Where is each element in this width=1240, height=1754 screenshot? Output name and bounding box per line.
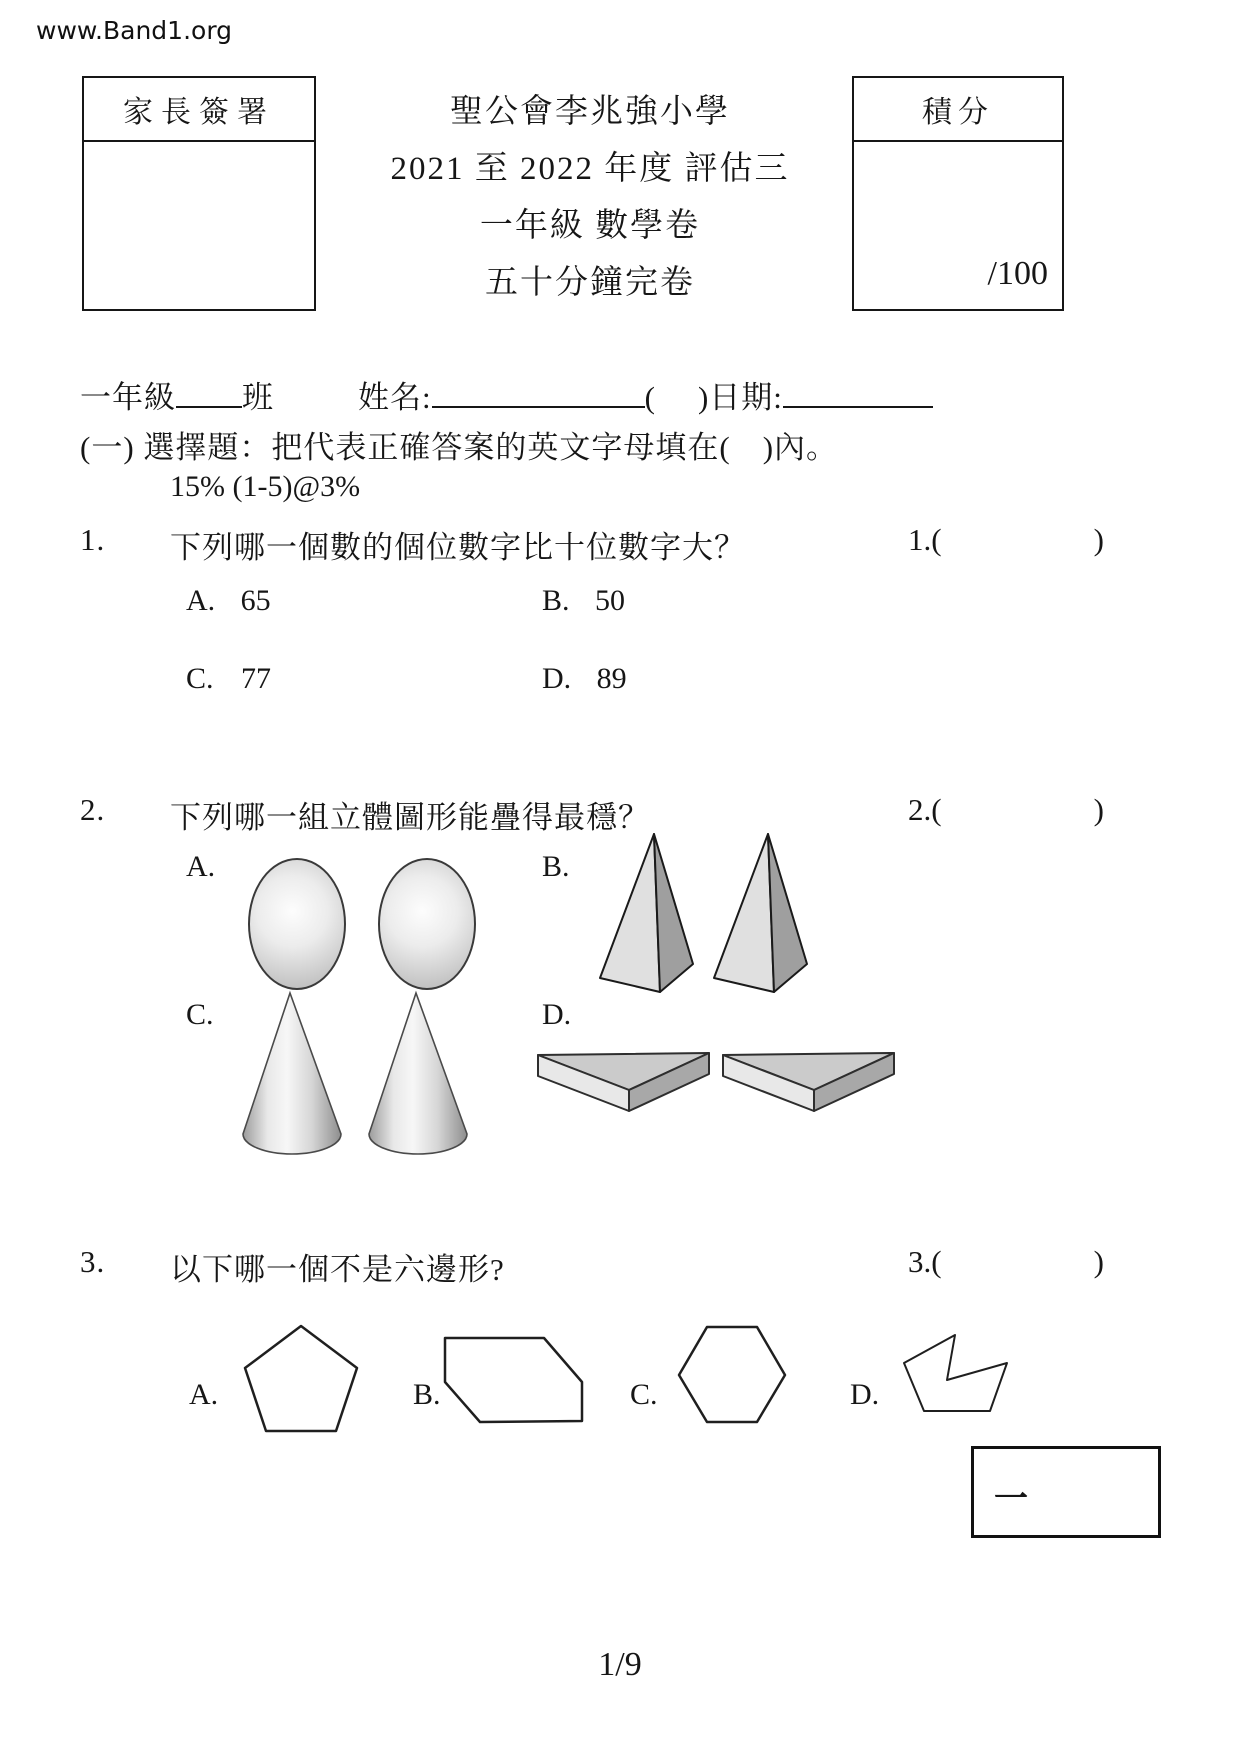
q1-text: 下列哪一個數的個位數字比十位數字大？ (170, 530, 746, 565)
score-label: 積分 (922, 96, 994, 129)
q1-answer-bracket[interactable] (908, 522, 1104, 558)
q3-option-b-label: B. (413, 1378, 441, 1411)
cone-figure-1 (240, 990, 344, 1160)
score-total: /100 (987, 255, 1048, 292)
regular-hexagon-figure (676, 1324, 788, 1425)
q1-number: 1. (80, 522, 106, 557)
student-number-bracket-close: ) (697, 380, 710, 415)
pyramid-figure-2 (708, 830, 814, 996)
parent-signature-label: 家長簽署 (123, 96, 275, 129)
parent-signature-box-header (84, 78, 314, 142)
student-number-bracket-open: ( (644, 380, 656, 415)
sphere-figure-1 (248, 858, 346, 990)
name-label: 姓名: (358, 380, 432, 415)
triangular-prism-figure-1 (533, 1048, 715, 1122)
section-marker-box (971, 1446, 1161, 1538)
q3-number: 3. (80, 1244, 106, 1279)
q1-option-b-value: 50 (595, 584, 626, 617)
q3-text: 以下哪一個不是六邊形? (170, 1252, 505, 1287)
q1-option-c (186, 662, 271, 696)
q1-option-a (186, 584, 271, 618)
site-watermark: www.Band1.org (36, 16, 233, 45)
q2-option-a-label: A. (186, 850, 216, 883)
section-marks: 15% (1-5)@3% (170, 470, 361, 503)
date-blank[interactable] (783, 376, 933, 408)
concave-hexagon-figure (897, 1330, 1012, 1418)
q3-answer-close: ) (1093, 1244, 1104, 1279)
q3-option-c-label: C. (630, 1378, 658, 1411)
parent-signature-box (82, 76, 316, 311)
pyramid-figure-1 (594, 830, 700, 996)
score-box (852, 76, 1064, 311)
parent-signature-area[interactable] (84, 142, 314, 373)
q1-option-c-value: 77 (241, 662, 272, 695)
section-instruction: (一) 選擇題：把代表正確答案的英文字母填在( )內。 (80, 430, 839, 465)
score-area[interactable] (854, 142, 1062, 307)
section-marker-label: 一 (994, 1481, 1028, 1518)
grade-label: 一年級 (80, 380, 176, 415)
q1-answer-close: ) (1093, 522, 1104, 557)
page-number: 1/9 (598, 1646, 642, 1683)
q2-option-b-label: B. (542, 850, 570, 883)
q2-answer-open: 2.( (908, 792, 942, 827)
triangular-prism-figure-2 (718, 1048, 900, 1122)
sphere-figure-2 (378, 858, 476, 990)
class-label: 班 (242, 380, 274, 415)
q2-number: 2. (80, 792, 106, 827)
pentagon-figure (240, 1322, 362, 1435)
q1-option-d (542, 662, 627, 696)
date-label: 日期: (709, 380, 783, 415)
exam-title-block (300, 84, 880, 312)
q1-option-a-label: A. (186, 584, 216, 617)
score-box-header (854, 78, 1062, 142)
q3-option-a-label: A. (189, 1378, 219, 1411)
q1-option-d-value: 89 (596, 662, 627, 695)
q1-option-c-label: C. (186, 662, 214, 695)
q2-answer-bracket[interactable] (908, 792, 1104, 828)
q1-option-b (542, 584, 625, 618)
q2-option-d-label: D. (542, 998, 572, 1031)
cone-figure-2 (366, 990, 470, 1160)
q2-answer-close: ) (1093, 792, 1104, 827)
student-info-line (80, 372, 1170, 417)
q2-text: 下列哪一組立體圖形能疊得最穩？ (170, 800, 650, 835)
class-blank[interactable] (176, 376, 242, 408)
q3-answer-open: 3.( (908, 1244, 942, 1279)
q2-option-c-label: C. (186, 998, 214, 1031)
exam-year-line: 2021 至 2022 年度 評估三 (390, 151, 790, 187)
irregular-hexagon-figure (442, 1336, 585, 1425)
q1-option-d-label: D. (542, 662, 572, 695)
exam-duration: 五十分鐘完卷 (485, 265, 695, 301)
name-blank[interactable] (432, 376, 645, 408)
q3-option-d-label: D. (850, 1378, 880, 1411)
q1-option-a-value: 65 (240, 584, 271, 617)
q1-answer-open: 1.( (908, 522, 942, 557)
q3-answer-bracket[interactable] (908, 1244, 1104, 1280)
school-name: 聖公會李兆強小學 (450, 94, 730, 130)
q1-option-b-label: B. (542, 584, 570, 617)
exam-grade-subject: 一年級 數學卷 (479, 208, 701, 244)
